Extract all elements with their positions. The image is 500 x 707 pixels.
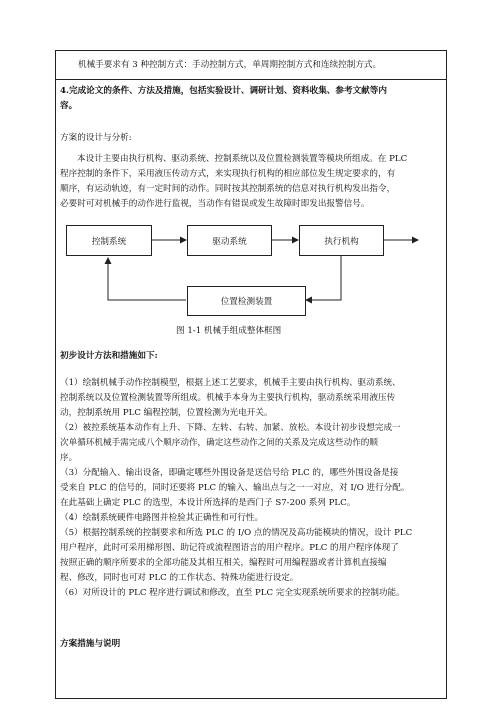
position-sensor-box: 位置检测装置 <box>187 286 306 316</box>
figure-caption: 图 1-1 机械手组成整体框图 <box>176 326 282 336</box>
drive-system-box: 驱动系统 <box>187 225 272 256</box>
table-bottom-border <box>55 698 446 699</box>
design-paragraph: 本设计主要由执行机构、驱动系统、控制系统以及位置检测装置等模块所组成。在 PLC 程序控制的条件下，采用液压传动方式，来实现执行机构的相应部位发生规定要求的，有 顺序，有运动轨迹，有一定时间的动作。同时按其控制系统的信息对执行机构发出指令， 必要时可对机械手的动作进行监视，当动作有错误或发生故障时即发出报警信号。 <box>60 154 408 209</box>
actuator-box: 执行机构 <box>299 225 384 256</box>
section-4-heading: 4.完成论文的条件、方法及措施，包括实验设计、调研计划、资料收集、参考文献等内 容。 <box>60 86 387 111</box>
steps-list: （1）绘制机械手动作控制模型，根据上述工艺要求，机械手主要由执行机构、驱动系统、 控制系统以及位置检测装置等所组成。机械手本身为主要执行机构，驱动系统采用液压传 动，控制系统用 PLC 编程控制，位置检测为光电开关。 （2）被控系统基本动作有上升、下降、左转、右转、加紧、放松。本设计初步设想完成一 次单循环机械手需完成八个顺序动作，确定这些动作之间的关系及完成这些动作的顺 序。 （3）分配输入、输出设备，即确定哪些外围设备是送信号给 PLC 的，哪些外围设备是接 受来自 PLC 的信号的，同时还要将 PLC 的输入、输出点与之一一对应，对 I/O 进行分配。 在此基础上确定 PLC 的选型，本设计所选择的是西门子 S7-200 系列 PLC。 （4）绘制系统硬件电路图并检验其正确性和可行性。 （5）根据控制系统的控制要求和所选 PLC 的 I/O 点的情况及高功能模块的情况，设计 PLC 用户程序，此时可采用梯形图、助记符或流程图语言的用户程序。PLC 的用户程序体现了 按照正确的顺序所要求的全部功能及其相互相关，编程时可用编程器或者计算机直接编 程、修改，同时也可对 PLC 的工作状态、特殊功能进行设定。 （6）对所设计的 PLC 程序进行调试和修改，直至 PLC 完全实现系统所要求的控制功能。 <box>60 378 413 598</box>
row-divider <box>55 79 446 80</box>
prelim-heading: 初步设计方法和措施如下: <box>60 351 158 361</box>
measures-heading: 方案措施与说明 <box>60 639 121 649</box>
table-frame <box>55 50 447 699</box>
table-top-border <box>55 50 446 51</box>
intro-line: 机械手要求有 3 种控制方式：手动控制方式，单周期控制方式和连续控制方式。 <box>78 60 382 70</box>
design-heading: 方案的设计与分析: <box>60 133 132 143</box>
control-system-box: 控制系统 <box>66 225 152 256</box>
